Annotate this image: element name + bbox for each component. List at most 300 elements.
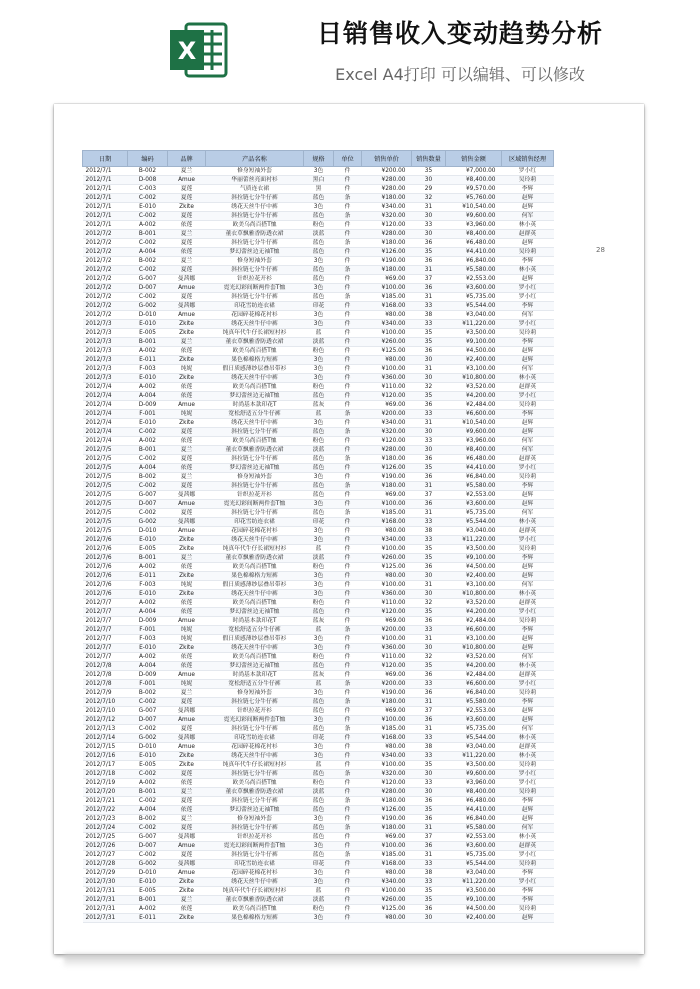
table-cell-code: E-010	[128, 320, 168, 329]
table-cell-name: 欧美乌尚百搭T恤	[206, 347, 304, 356]
table-cell-code: F-001	[128, 680, 168, 689]
table-cell-brand: 夏莲	[168, 824, 206, 833]
table-cell-brand: 依莲	[168, 662, 206, 671]
table-cell-code: E-010	[128, 590, 168, 599]
table-cell-unit: 件	[334, 914, 362, 923]
table-cell-date: 2012/7/5	[83, 482, 128, 491]
table-cell-spec: 3色	[304, 689, 334, 698]
table-cell-amount: ¥4,500.00	[446, 563, 502, 572]
table-cell-brand: 夏兰	[168, 815, 206, 824]
table-cell-mgr: 罗小红	[502, 608, 554, 617]
table-cell-name: 针织拉花开衫	[206, 707, 304, 716]
table-cell-spec: 蓝	[304, 545, 334, 554]
table-cell-name: 霓光幻彩间断两件套T恤	[206, 284, 304, 293]
table-row	[83, 788, 554, 797]
table-cell-mgr: 赵辉	[502, 491, 554, 500]
page-number: 28	[596, 246, 605, 254]
table-cell-code: E-011	[128, 356, 168, 365]
table-cell-brand: 夏莲	[168, 239, 206, 248]
table-cell-unit: 件	[334, 545, 362, 554]
table-cell-code: G-002	[128, 518, 168, 527]
table-cell-date: 2012/7/20	[83, 788, 128, 797]
table-cell-price: ¥168.00	[362, 860, 412, 869]
table-cell-unit: 件	[334, 311, 362, 320]
table-cell-mgr: 吴玲莉	[502, 329, 554, 338]
table-cell-unit: 条	[334, 680, 362, 689]
table-cell-amount: ¥5,735.00	[446, 509, 502, 518]
table-cell-code: C-002	[128, 725, 168, 734]
table-cell-unit: 件	[334, 833, 362, 842]
table-cell-mgr: 赵辉	[502, 707, 554, 716]
table-cell-unit: 条	[334, 293, 362, 302]
table-cell-date: 2012/7/4	[83, 419, 128, 428]
table-cell-brand: 夏莲	[168, 698, 206, 707]
table-cell-name: 修身短袖外套	[206, 689, 304, 698]
table-cell-brand: Zkite	[168, 590, 206, 599]
table-cell-code: A-002	[128, 599, 168, 608]
table-cell-qty: 38	[412, 869, 446, 878]
page-shadow	[64, 954, 640, 968]
table-cell-date: 2012/7/2	[83, 311, 128, 320]
table-cell-name: 欧美乌尚百搭T恤	[206, 779, 304, 788]
table-cell-amount: ¥3,100.00	[446, 581, 502, 590]
table-cell-amount: ¥5,580.00	[446, 698, 502, 707]
table-cell-amount: ¥5,735.00	[446, 293, 502, 302]
table-cell-date: 2012/7/5	[83, 473, 128, 482]
table-cell-mgr: 赵群英	[502, 599, 554, 608]
table-cell-price: ¥120.00	[362, 392, 412, 401]
table-cell-date: 2012/7/1	[83, 185, 128, 194]
table-cell-mgr: 吴玲莉	[502, 473, 554, 482]
table-cell-qty: 30	[412, 446, 446, 455]
table-cell-code: A-002	[128, 383, 168, 392]
table-row	[83, 842, 554, 851]
table-cell-mgr: 李辉	[502, 302, 554, 311]
table-row	[83, 176, 554, 185]
table-cell-mgr: 吴玲莉	[502, 860, 554, 869]
table-cell-name: 斜拉链七分牛仔裤	[206, 824, 304, 833]
table-cell-spec: 3色	[304, 815, 334, 824]
table-cell-date: 2012/7/7	[83, 626, 128, 635]
table-cell-date: 2012/7/23	[83, 815, 128, 824]
table-cell-amount: ¥4,500.00	[446, 905, 502, 914]
table-cell-price: ¥120.00	[362, 662, 412, 671]
table-cell-unit: 件	[334, 284, 362, 293]
table-cell-unit: 条	[334, 509, 362, 518]
table-cell-qty: 32	[412, 194, 446, 203]
table-cell-date: 2012/7/1	[83, 176, 128, 185]
table-cell-amount: ¥5,544.00	[446, 860, 502, 869]
table-cell-qty: 36	[412, 842, 446, 851]
table-cell-mgr: 林小英	[502, 374, 554, 383]
a4-page-preview	[54, 104, 644, 954]
table-row	[83, 320, 554, 329]
table-row	[83, 500, 554, 509]
table-cell-date: 2012/7/31	[83, 914, 128, 923]
table-cell-qty: 35	[412, 896, 446, 905]
table-cell-code: C-002	[128, 797, 168, 806]
table-row	[83, 617, 554, 626]
table-cell-date: 2012/7/6	[83, 581, 128, 590]
table-cell-name: 斜拉链七分牛仔裤	[206, 266, 304, 275]
table-cell-brand: Zkite	[168, 878, 206, 887]
table-cell-spec: 淡蓝	[304, 554, 334, 563]
table-cell-unit: 件	[334, 887, 362, 896]
table-cell-mgr: 罗小红	[502, 770, 554, 779]
table-cell-code: C-002	[128, 482, 168, 491]
table-cell-unit: 件	[334, 599, 362, 608]
table-cell-unit: 件	[334, 464, 362, 473]
table-cell-qty: 33	[412, 878, 446, 887]
table-row	[83, 671, 554, 680]
table-cell-price: ¥360.00	[362, 374, 412, 383]
table-cell-brand: 夏兰	[168, 896, 206, 905]
table-cell-qty: 30	[412, 176, 446, 185]
table-cell-brand: 夏莲	[168, 797, 206, 806]
table-row	[83, 293, 554, 302]
table-cell-brand: 曼茜娜	[168, 302, 206, 311]
table-cell-name: 梦幻蕾丝边无袖T恤	[206, 464, 304, 473]
table-cell-mgr: 林小英	[502, 752, 554, 761]
table-cell-date: 2012/7/18	[83, 770, 128, 779]
table-cell-unit: 条	[334, 824, 362, 833]
table-cell-name: 绣花天丝牛仔中裤	[206, 590, 304, 599]
table-cell-name: 霓光幻彩间断两件套T恤	[206, 716, 304, 725]
table-cell-mgr: 赵群英	[502, 743, 554, 752]
table-cell-date: 2012/7/7	[83, 644, 128, 653]
table-cell-amount: ¥9,600.00	[446, 770, 502, 779]
table-cell-qty: 33	[412, 860, 446, 869]
table-cell-name: 花园碎花棉花衬衫	[206, 743, 304, 752]
table-cell-qty: 37	[412, 833, 446, 842]
table-cell-unit: 件	[334, 878, 362, 887]
table-cell-code: E-005	[128, 329, 168, 338]
table-cell-spec: 蓝色	[304, 266, 334, 275]
table-cell-unit: 件	[334, 779, 362, 788]
table-cell-price: ¥260.00	[362, 896, 412, 905]
logo-letter: X	[177, 37, 197, 65]
table-cell-brand: 依莲	[168, 806, 206, 815]
table-cell-brand: 纯妮	[168, 581, 206, 590]
table-cell-name: 果色棉棉格力短裤	[206, 356, 304, 365]
table-cell-amount: ¥10,540.00	[446, 419, 502, 428]
table-row	[83, 437, 554, 446]
table-cell-brand: 曼茜娜	[168, 518, 206, 527]
table-cell-unit: 件	[334, 716, 362, 725]
table-cell-price: ¥190.00	[362, 815, 412, 824]
table-cell-date: 2012/7/5	[83, 455, 128, 464]
table-cell-code: D-009	[128, 401, 168, 410]
table-cell-spec: 蓝色	[304, 770, 334, 779]
table-cell-name: 欧美乌尚百搭T恤	[206, 905, 304, 914]
table-row	[83, 572, 554, 581]
table-cell-name: 假日质感薄纱层叠吊带衫	[206, 635, 304, 644]
table-cell-date: 2012/7/5	[83, 518, 128, 527]
table-cell-qty: 33	[412, 734, 446, 743]
table-cell-code: E-010	[128, 203, 168, 212]
table-cell-spec: 粉色	[304, 437, 334, 446]
table-row	[83, 221, 554, 230]
table-cell-code: B-002	[128, 257, 168, 266]
table-cell-qty: 31	[412, 509, 446, 518]
table-cell-unit: 条	[334, 428, 362, 437]
table-cell-spec: 黑白	[304, 176, 334, 185]
table-cell-qty: 35	[412, 392, 446, 401]
table-cell-name: 梦幻蕾丝边无袖T恤	[206, 248, 304, 257]
table-cell-code: D-007	[128, 842, 168, 851]
table-cell-qty: 33	[412, 221, 446, 230]
table-cell-name: 纯真年代牛仔长裙短衬衫	[206, 887, 304, 896]
table-cell-unit: 件	[334, 905, 362, 914]
table-cell-price: ¥340.00	[362, 320, 412, 329]
table-row	[83, 698, 554, 707]
table-cell-amount: ¥3,040.00	[446, 743, 502, 752]
table-cell-price: ¥280.00	[362, 230, 412, 239]
table-cell-spec: 蓝色	[304, 824, 334, 833]
table-cell-name: 梦幻蕾丝边无袖T恤	[206, 608, 304, 617]
table-cell-price: ¥100.00	[362, 365, 412, 374]
table-cell-name: 假日质感薄纱层叠吊带衫	[206, 581, 304, 590]
table-cell-spec: 3色	[304, 869, 334, 878]
table-cell-name: 印花雪纺连衣裙	[206, 860, 304, 869]
table-row	[83, 653, 554, 662]
table-row	[83, 419, 554, 428]
table-cell-qty: 30	[412, 644, 446, 653]
table-cell-name: 绣花天丝牛仔中裤	[206, 320, 304, 329]
table-cell-unit: 件	[334, 221, 362, 230]
table-cell-code: B-001	[128, 896, 168, 905]
table-cell-code: D-007	[128, 716, 168, 725]
table-cell-name: 绣花天丝牛仔中裤	[206, 644, 304, 653]
table-cell-amount: ¥3,520.00	[446, 383, 502, 392]
table-cell-brand: Zkite	[168, 761, 206, 770]
table-cell-price: ¥185.00	[362, 509, 412, 518]
table-cell-brand: 依莲	[168, 905, 206, 914]
table-cell-amount: ¥2,553.00	[446, 707, 502, 716]
table-cell-price: ¥320.00	[362, 428, 412, 437]
table-row	[83, 329, 554, 338]
table-cell-brand: 夏兰	[168, 446, 206, 455]
table-cell-qty: 33	[412, 752, 446, 761]
table-cell-code: A-004	[128, 392, 168, 401]
table-cell-brand: Zkite	[168, 914, 206, 923]
table-cell-qty: 31	[412, 293, 446, 302]
table-cell-name: 花园碎花棉花衬衫	[206, 527, 304, 536]
table-cell-mgr: 赵辉	[502, 914, 554, 923]
table-cell-price: ¥340.00	[362, 752, 412, 761]
table-cell-date: 2012/7/6	[83, 536, 128, 545]
table-cell-name: 印花雪纺连衣裙	[206, 518, 304, 527]
table-cell-spec: 蓝色	[304, 797, 334, 806]
table-cell-price: ¥180.00	[362, 194, 412, 203]
table-cell-amount: ¥9,100.00	[446, 338, 502, 347]
table-cell-brand: 夏莲	[168, 185, 206, 194]
table-cell-name: 梦幻蕾丝边无袖T恤	[206, 806, 304, 815]
table-cell-mgr: 何军	[502, 653, 554, 662]
table-cell-code: B-002	[128, 473, 168, 482]
table-cell-code: A-004	[128, 248, 168, 257]
table-cell-date: 2012/7/4	[83, 410, 128, 419]
table-cell-price: ¥185.00	[362, 725, 412, 734]
table-cell-qty: 33	[412, 536, 446, 545]
page-title: 日销售收入变动趋势分析	[316, 19, 603, 48]
table-cell-unit: 件	[334, 347, 362, 356]
table-cell-qty: 32	[412, 653, 446, 662]
table-cell-mgr: 何军	[502, 725, 554, 734]
table-cell-code: D-009	[128, 671, 168, 680]
table-cell-qty: 35	[412, 761, 446, 770]
table-cell-price: ¥100.00	[362, 284, 412, 293]
table-cell-name: 斜拉链七分牛仔裤	[206, 725, 304, 734]
table-cell-name: 斜拉链七分牛仔裤	[206, 455, 304, 464]
table-cell-qty: 30	[412, 788, 446, 797]
table-cell-price: ¥125.00	[362, 347, 412, 356]
table-cell-unit: 条	[334, 455, 362, 464]
table-cell-code: E-005	[128, 545, 168, 554]
table-cell-amount: ¥4,410.00	[446, 248, 502, 257]
table-cell-spec: 3色	[304, 311, 334, 320]
table-cell-code: A-004	[128, 806, 168, 815]
table-cell-date: 2012/7/1	[83, 194, 128, 203]
table-cell-date: 2012/7/5	[83, 464, 128, 473]
table-cell-code: E-010	[128, 374, 168, 383]
table-cell-price: ¥80.00	[362, 572, 412, 581]
table-cell-spec: 蓝色	[304, 248, 334, 257]
table-cell-brand: 夏莲	[168, 293, 206, 302]
table-cell-date: 2012/7/5	[83, 446, 128, 455]
table-cell-mgr: 赵辉	[502, 419, 554, 428]
table-cell-brand: Amue	[168, 176, 206, 185]
table-cell-amount: ¥2,484.00	[446, 617, 502, 626]
table-cell-unit: 条	[334, 770, 362, 779]
table-cell-name: 斜拉链七分牛仔裤	[206, 509, 304, 518]
table-cell-brand: Zkite	[168, 536, 206, 545]
table-cell-price: ¥168.00	[362, 734, 412, 743]
table-cell-spec: 3色	[304, 581, 334, 590]
table-cell-date: 2012/7/14	[83, 734, 128, 743]
table-row	[83, 752, 554, 761]
table-cell-brand: Zkite	[168, 545, 206, 554]
table-cell-unit: 件	[334, 356, 362, 365]
table-cell-brand: 夏莲	[168, 725, 206, 734]
table-cell-date: 2012/7/3	[83, 374, 128, 383]
table-cell-price: ¥168.00	[362, 302, 412, 311]
table-cell-code: C-002	[128, 851, 168, 860]
table-row	[83, 635, 554, 644]
table-cell-qty: 36	[412, 797, 446, 806]
table-cell-qty: 36	[412, 905, 446, 914]
table-cell-date: 2012/7/5	[83, 500, 128, 509]
table-cell-qty: 35	[412, 167, 446, 176]
table-cell-unit: 件	[334, 329, 362, 338]
table-cell-mgr: 林小英	[502, 662, 554, 671]
table-cell-price: ¥180.00	[362, 824, 412, 833]
table-cell-amount: ¥5,735.00	[446, 725, 502, 734]
table-cell-brand: 夏莲	[168, 194, 206, 203]
table-cell-code: G-007	[128, 707, 168, 716]
table-cell-spec: 蓝色	[304, 662, 334, 671]
table-cell-qty: 38	[412, 743, 446, 752]
table-cell-mgr: 赵群英	[502, 842, 554, 851]
table-cell-amount: ¥4,500.00	[446, 347, 502, 356]
table-cell-qty: 35	[412, 554, 446, 563]
table-cell-name: 董衣草飘雅香防透衣裙	[206, 446, 304, 455]
table-cell-spec: 蓝色	[304, 464, 334, 473]
table-cell-date: 2012/7/1	[83, 221, 128, 230]
table-cell-unit: 件	[334, 608, 362, 617]
table-cell-mgr: 吴玲莉	[502, 248, 554, 257]
table-row	[83, 491, 554, 500]
table-cell-code: B-001	[128, 446, 168, 455]
table-cell-qty: 36	[412, 347, 446, 356]
table-cell-mgr: 李辉	[502, 887, 554, 896]
table-cell-price: ¥280.00	[362, 176, 412, 185]
table-cell-unit: 件	[334, 806, 362, 815]
table-cell-name: 斜拉链七分牛仔裤	[206, 239, 304, 248]
table-cell-name: 假日质感薄纱层叠吊带衫	[206, 365, 304, 374]
table-row	[83, 779, 554, 788]
table-cell-unit: 条	[334, 194, 362, 203]
table-cell-qty: 31	[412, 851, 446, 860]
table-cell-name: 董衣草飘雅香防透衣裙	[206, 896, 304, 905]
header	[0, 0, 700, 100]
table-cell-amount: ¥2,400.00	[446, 572, 502, 581]
table-cell-mgr: 吴玲莉	[502, 545, 554, 554]
table-cell-mgr: 赵辉	[502, 563, 554, 572]
table-cell-mgr: 赵辉	[502, 644, 554, 653]
table-cell-date: 2012/7/21	[83, 797, 128, 806]
table-cell-brand: 夏兰	[168, 230, 206, 239]
table-cell-name: 时尚基本款印花T	[206, 401, 304, 410]
table-cell-qty: 33	[412, 779, 446, 788]
table-cell-brand: 依莲	[168, 779, 206, 788]
table-cell-date: 2012/7/8	[83, 680, 128, 689]
table-cell-date: 2012/7/27	[83, 851, 128, 860]
table-cell-qty: 35	[412, 806, 446, 815]
table-cell-date: 2012/7/22	[83, 806, 128, 815]
table-cell-name: 斜拉链七分牛仔裤	[206, 482, 304, 491]
table-cell-price: ¥100.00	[362, 545, 412, 554]
table-cell-qty: 35	[412, 248, 446, 257]
table-cell-mgr: 何军	[502, 311, 554, 320]
table-cell-brand: Zkite	[168, 752, 206, 761]
table-cell-qty: 36	[412, 617, 446, 626]
table-cell-date: 2012/7/4	[83, 392, 128, 401]
table-cell-price: ¥100.00	[362, 329, 412, 338]
table-cell-name: 绣花天丝牛仔中裤	[206, 203, 304, 212]
table-cell-mgr: 赵辉	[502, 194, 554, 203]
table-cell-unit: 件	[334, 392, 362, 401]
table-cell-brand: Amue	[168, 617, 206, 626]
table-row	[83, 689, 554, 698]
table-cell-price: ¥100.00	[362, 635, 412, 644]
table-cell-code: C-002	[128, 266, 168, 275]
table-cell-spec: 蓝	[304, 410, 334, 419]
table-cell-unit: 件	[334, 302, 362, 311]
table-row	[83, 806, 554, 815]
table-cell-code: A-002	[128, 905, 168, 914]
table-cell-spec: 3色	[304, 842, 334, 851]
table-cell-code: C-002	[128, 455, 168, 464]
table-cell-unit: 件	[334, 752, 362, 761]
table-cell-amount: ¥5,544.00	[446, 518, 502, 527]
table-cell-name: 斜拉链七分牛仔裤	[206, 797, 304, 806]
table-cell-code: E-010	[128, 644, 168, 653]
table-row	[83, 509, 554, 518]
table-cell-name: 董衣草飘雅香防透衣裙	[206, 554, 304, 563]
table-cell-price: ¥100.00	[362, 500, 412, 509]
table-cell-qty: 36	[412, 671, 446, 680]
